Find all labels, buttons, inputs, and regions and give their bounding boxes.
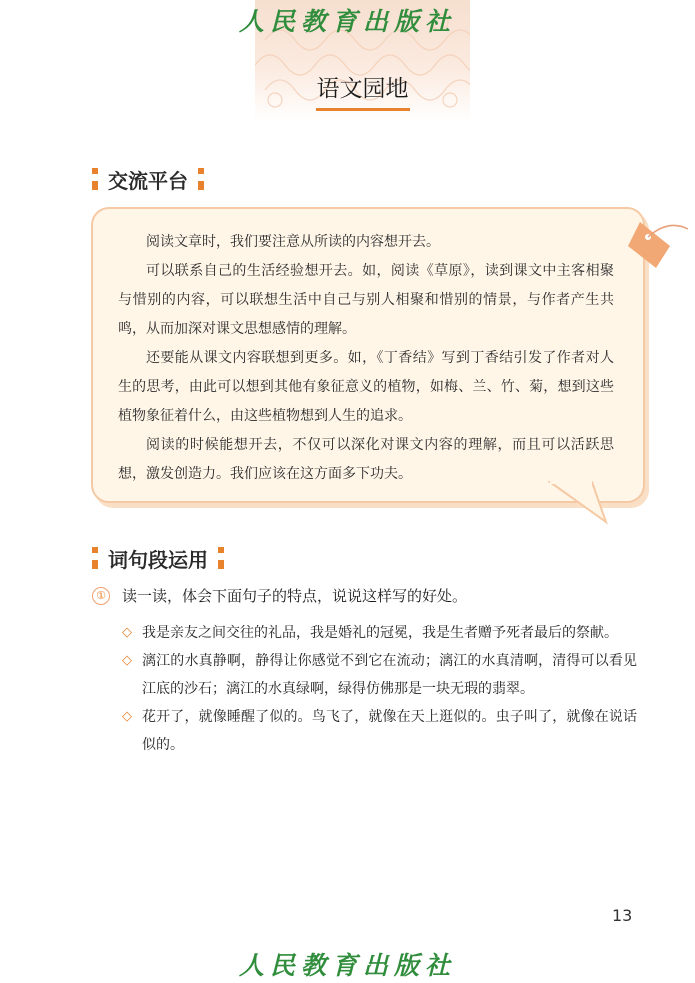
tag-icon [626, 212, 692, 278]
heading-bar-left [92, 547, 98, 569]
list-item [122, 619, 637, 647]
page-title: 语文园地 [316, 76, 409, 102]
list-item [122, 703, 637, 759]
heading-bar-right [198, 168, 204, 190]
title-underline [316, 108, 410, 111]
list-item-text: 漓江的水真静啊，静得让你感觉不到它在流动；漓江的水真清啊，清得可以看见江底的沙石；漓江的水真绿啊，绿得仿佛那是一块无瑕的翡翠。 [142, 653, 637, 697]
section-heading-words [92, 543, 224, 573]
list-item-text: 我是亲友之间交往的礼品，我是婚礼的冠冕，我是生者赠予死者最后的祭献。 [142, 625, 618, 641]
paragraph: 阅读文章时，我们要注意从所读的内容想开去。 [146, 234, 440, 250]
instruction-text: 读一读，体会下面句子的特点，说说这样写的好处。 [122, 587, 468, 605]
list-item-text: 花开了，就像睡醒了似的。鸟飞了，就像在天上逛似的。虫子叫了，就像在说话似的。 [142, 709, 637, 753]
heading-bar-right [218, 547, 224, 569]
publisher-logo-top: 人民教育出版社 [238, 7, 456, 36]
diamond-bullet-icon: ◇ [122, 709, 132, 724]
list-item [122, 647, 637, 703]
exchange-text [118, 228, 614, 489]
exercise-instruction [92, 585, 652, 606]
diamond-bullet-icon: ◇ [122, 625, 132, 640]
exercise-number-icon: ① [92, 587, 110, 605]
sentence-list [122, 619, 637, 759]
page-number: 13 [612, 906, 633, 925]
paragraph: 可以联系自己的生活经验想开去。如，阅读《草原》，读到课文中主客相聚与惜别的内容，可以联想生活中自己与别人相聚和惜别的情景，与作者产生共鸣，从而加深对课文思想感情的理解。 [118, 263, 614, 337]
publisher-logo-bottom: 人民教育出版社 [238, 951, 456, 980]
section-heading-label: 词句段运用 [108, 547, 208, 572]
section-heading-label: 交流平台 [108, 168, 188, 193]
paragraph: 还要能从课文内容联想到更多。如，《丁香结》写到丁香结引发了作者对人生的思考，由此可以想到其他有象征意义的植物，如梅、兰、竹、菊，想到这些植物象征着什么，由这些植物想到人生的追求。 [118, 350, 614, 424]
paragraph: 阅读的时候能想开去，不仅可以深化对课文内容的理解，而且可以活跃思想，激发创造力。我们应该在这方面多下功夫。 [118, 437, 614, 482]
heading-bar-left [92, 168, 98, 190]
diamond-bullet-icon: ◇ [122, 653, 132, 668]
section-heading-exchange [92, 164, 204, 194]
